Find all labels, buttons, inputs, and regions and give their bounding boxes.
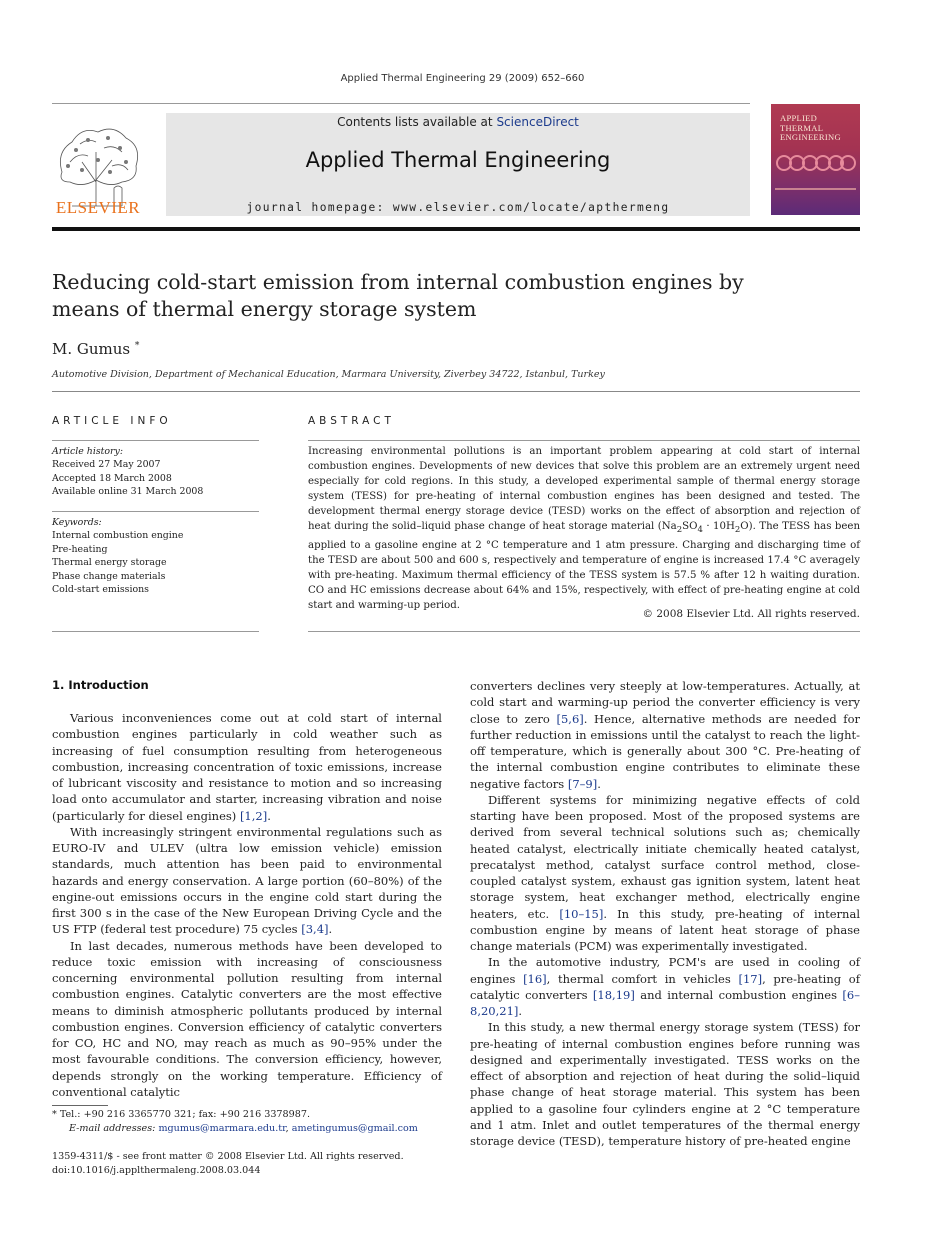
text-run: and internal combustion engines bbox=[634, 987, 843, 1002]
body-paragraph bbox=[52, 710, 442, 824]
citation-link[interactable]: [1,2] bbox=[239, 808, 268, 823]
email-link-2[interactable]: ametingumus@gmail.com bbox=[291, 1123, 418, 1134]
footnote-contact bbox=[52, 1108, 418, 1122]
citation-link[interactable]: [3,4] bbox=[301, 922, 329, 937]
subscript: 4 bbox=[697, 525, 703, 536]
abstract-part: Increasing environmental pollutions is an important problem appearing at cold start of internal combustion engines. Developments of new devices that solve this problem are an extremely urgent need especially for cold regions. In this study, a developed experimental sample of thermal energy storage system (TESS) for pre-heating of internal combustion engines has been designed and tested. The development thermal energy storage device (TESD) works on the effect of absorption and rejection of heat during the solid–liquid phase change of heat storage material (Na bbox=[308, 446, 860, 532]
citation-link[interactable]: [10–15] bbox=[559, 906, 604, 921]
subscript: 2 bbox=[676, 525, 683, 536]
title-rule bbox=[52, 391, 860, 392]
keyword: Cold-start emissions bbox=[52, 584, 149, 596]
footnote-mark: * bbox=[52, 1109, 57, 1120]
history-label: Article history: bbox=[52, 446, 123, 457]
abstract-part: · 10H bbox=[702, 521, 735, 532]
cover-title-line-3: ENGINEERING bbox=[780, 132, 841, 142]
body-paragraph bbox=[52, 938, 442, 1101]
journal-citation: Applied Thermal Engineering 29 (2009) 652–660 bbox=[340, 73, 585, 84]
body-paragraph bbox=[52, 824, 442, 938]
text-run: converters declines very steeply at low-temperatures. Actually, at cold start and warming-up period the converter efficiency is very close to zero bbox=[470, 679, 860, 726]
homepage-url[interactable]: www.elsevier.com/locate/apthermeng bbox=[392, 201, 670, 214]
article-info-rule-top bbox=[52, 440, 259, 441]
abstract-rule-top bbox=[308, 440, 860, 441]
citation-link[interactable]: [16] bbox=[523, 971, 547, 986]
citation-link[interactable]: [7–9] bbox=[567, 776, 598, 791]
elsevier-wordmark: ELSEVIER bbox=[55, 198, 141, 217]
keywords-label: Keywords: bbox=[52, 517, 102, 528]
text-run: In the automotive industry, PCM's are used in cooling of engines bbox=[470, 955, 860, 986]
keyword: Thermal energy storage bbox=[52, 557, 167, 569]
cover-rings-graphic bbox=[775, 154, 856, 172]
subscript: 2 bbox=[734, 525, 741, 536]
footnote-emails bbox=[52, 1122, 418, 1136]
body-paragraph bbox=[470, 792, 860, 955]
cover-title-line-2: THERMAL bbox=[780, 122, 824, 133]
keyword: Pre-heating bbox=[52, 543, 108, 555]
article-info-rule-mid bbox=[52, 511, 259, 512]
abstract-rule-bottom bbox=[308, 631, 860, 632]
sciencedirect-link[interactable]: ScienceDirect bbox=[496, 115, 579, 129]
journal-homepage-line bbox=[166, 201, 750, 214]
issn-line: 1359-4311/$ - see front matter © 2008 Elsevier Ltd. All rights reserved. bbox=[52, 1151, 404, 1162]
journal-cover-thumbnail bbox=[771, 104, 860, 215]
author-footnote bbox=[52, 1108, 418, 1136]
article-info-heading: ARTICLE INFO bbox=[52, 415, 172, 427]
author-footnote-mark[interactable]: * bbox=[134, 341, 140, 351]
email-separator: , bbox=[285, 1123, 292, 1134]
article-info-rule-bottom bbox=[52, 631, 259, 632]
contents-line bbox=[166, 115, 750, 129]
text-run: With increasingly stringent environmental regulations such as EURO-IV and ULEV (ultra low emission vehicle) emission standards, much attention has been paid to environmental hazards and energy conservation. A large portion (60–80%) of the engine-out emissions occurs in the engine cold start during the first 300 s in the case of the New European Driving Cycle and the US FTP (federal test procedure) 75 cycles bbox=[52, 824, 442, 937]
section-heading-introduction: 1. Introduction bbox=[52, 678, 149, 692]
citation-link[interactable]: [17] bbox=[738, 971, 763, 986]
keyword: Internal combustion engine bbox=[52, 530, 184, 542]
cover-title-line-1: APPLIED bbox=[780, 113, 818, 123]
body-paragraph bbox=[470, 678, 860, 792]
cover-strip bbox=[775, 188, 856, 190]
journal-masthead bbox=[166, 113, 750, 216]
doi-line[interactable]: doi:10.1016/j.applthermaleng.2008.03.044 bbox=[52, 1165, 261, 1176]
contents-prefix: Contents lists available at bbox=[337, 115, 497, 129]
body-column-right bbox=[470, 678, 860, 1149]
text-run: . bbox=[267, 808, 271, 823]
header-rule bbox=[52, 103, 750, 104]
abstract-heading: ABSTRACT bbox=[308, 415, 395, 427]
citation-link[interactable]: [6–8,20,21] bbox=[470, 987, 860, 1018]
text-run: . Hence, alternative methods are needed for further reduction in emissions until the catalyst to reach the light-off temperature, which is generally about 300 °C. Pre-heating of the internal combustion engine contributes to eliminate these negative factors bbox=[470, 711, 860, 791]
text-run: In this study, a new thermal energy storage system (TESS) for pre-heating of internal combustion engines before running was designed and experimentally investigated. TESS works on the effect of absorption and rejection of heat during the solid–liquid phase change of heat storage material. This system has been applied to a gasoline four cylinders engine at 2 °C temperature and 1 atm. Inlet and outlet temperatures of the thermal energy storage device (TESD), temperature history of pre-heated engine bbox=[470, 1020, 860, 1148]
received-date: Received 27 May 2007 bbox=[52, 459, 161, 471]
cover-title bbox=[780, 114, 841, 143]
abstract-copyright: © 2008 Elsevier Ltd. All rights reserved. bbox=[642, 608, 860, 620]
homepage-label: journal homepage: bbox=[246, 201, 393, 214]
issn-doi-block bbox=[52, 1150, 404, 1178]
text-run: . bbox=[328, 922, 333, 937]
body-paragraph bbox=[470, 954, 860, 1019]
author-affiliation: Automotive Division, Department of Mechanical Education, Marmara University, Ziverbey 34722, Istanbul, Turkey bbox=[52, 369, 605, 380]
body-column-left bbox=[52, 710, 442, 1100]
accepted-date: Accepted 18 March 2008 bbox=[52, 472, 172, 484]
text-run: , pre-heating of catalytic converters bbox=[470, 971, 860, 1002]
email-link-1[interactable]: mgumus@marmara.edu.tr bbox=[158, 1123, 286, 1134]
citation-link[interactable]: [18,19] bbox=[592, 987, 635, 1002]
abstract-text bbox=[308, 444, 860, 613]
abstract-part: O). The TESS has been applied to a gasoline engine at 2 °C temperature and 1 atm pressure. Charging and discharging time of the TESD are about 500 and 600 s, respectively and temperature of engine is increased 17.4 °C averagely with pre-heating. Maximum thermal efficiency of the TESS system is 57.5 % after 12 h waiting duration. CO and HC emissions decrease about 64% and 15%, respectively, with effect of pre-heating engine at cold start and warming-up period. bbox=[308, 521, 861, 612]
body-paragraph bbox=[470, 1019, 860, 1149]
footnote-rule bbox=[52, 1105, 108, 1106]
online-date: Available online 31 March 2008 bbox=[52, 486, 204, 498]
author-line bbox=[52, 340, 139, 358]
citation-link[interactable]: [5,6] bbox=[556, 711, 584, 726]
keywords-block bbox=[52, 516, 259, 596]
text-run: In last decades, numerous methods have been developed to reduce toxic emission with increasing of consciousness concerning environmental pollution resulting from internal combustion engines. Catalytic converters are the most effective means to diminish atmospheric pollutants produced by internal combustion engines. Conversion efficiency of catalytic converters for CO, HC and NO, may reach as much as 90–95% under the most favourable conditions. The conversion efficiency, however, depends strongly on the working temperature. Efficiency of conventional catalytic bbox=[52, 938, 442, 1099]
text-run: Different systems for minimizing negative effects of cold starting have been proposed. Most of the proposed systems are derived from several technical solutions such as; chemically heated catalyst, electrically initiate chemically heated catalyst, precatalyst method, catalyst surface control method, close-coupled catalyst system, exhaust gas ignition system, latent heat storage system, heat exchanger method, electrically engine heaters, etc. bbox=[470, 792, 860, 921]
email-label: E-mail addresses: bbox=[69, 1123, 156, 1134]
text-run: Various inconveniences come out at cold start of internal combustion engines particularly in cold weather such as increasing of fuel consumption resulting from heterogeneous combustion, increasing concentration of toxic emissions, increase of lubricant viscosity and resistance to motion and so increasing load onto accumulator and starter, increasing vibration and noise (particularly for diesel engines) bbox=[52, 711, 442, 823]
abstract-part: SO bbox=[682, 521, 698, 532]
masthead-rule bbox=[52, 227, 860, 231]
footnote-phone: Tel.: +90 216 3365770 321; fax: +90 216 3378987. bbox=[56, 1109, 311, 1120]
article-history bbox=[52, 445, 259, 499]
text-run: . bbox=[518, 1004, 523, 1018]
text-run: . bbox=[597, 776, 601, 791]
journal-name: Applied Thermal Engineering bbox=[305, 148, 611, 172]
text-run: , thermal comfort in vehicles bbox=[546, 971, 739, 986]
text-run: . In this study, pre-heating of internal combustion engine by means of latent heat storage of phase change materials (PCM) was experimentally investigated. bbox=[470, 906, 860, 953]
article-title: Reducing cold-start emission from internal combustion engines by means of thermal energy storage system bbox=[52, 270, 744, 321]
keyword: Phase change materials bbox=[52, 570, 166, 582]
author-name: M. Gumus bbox=[52, 340, 131, 358]
